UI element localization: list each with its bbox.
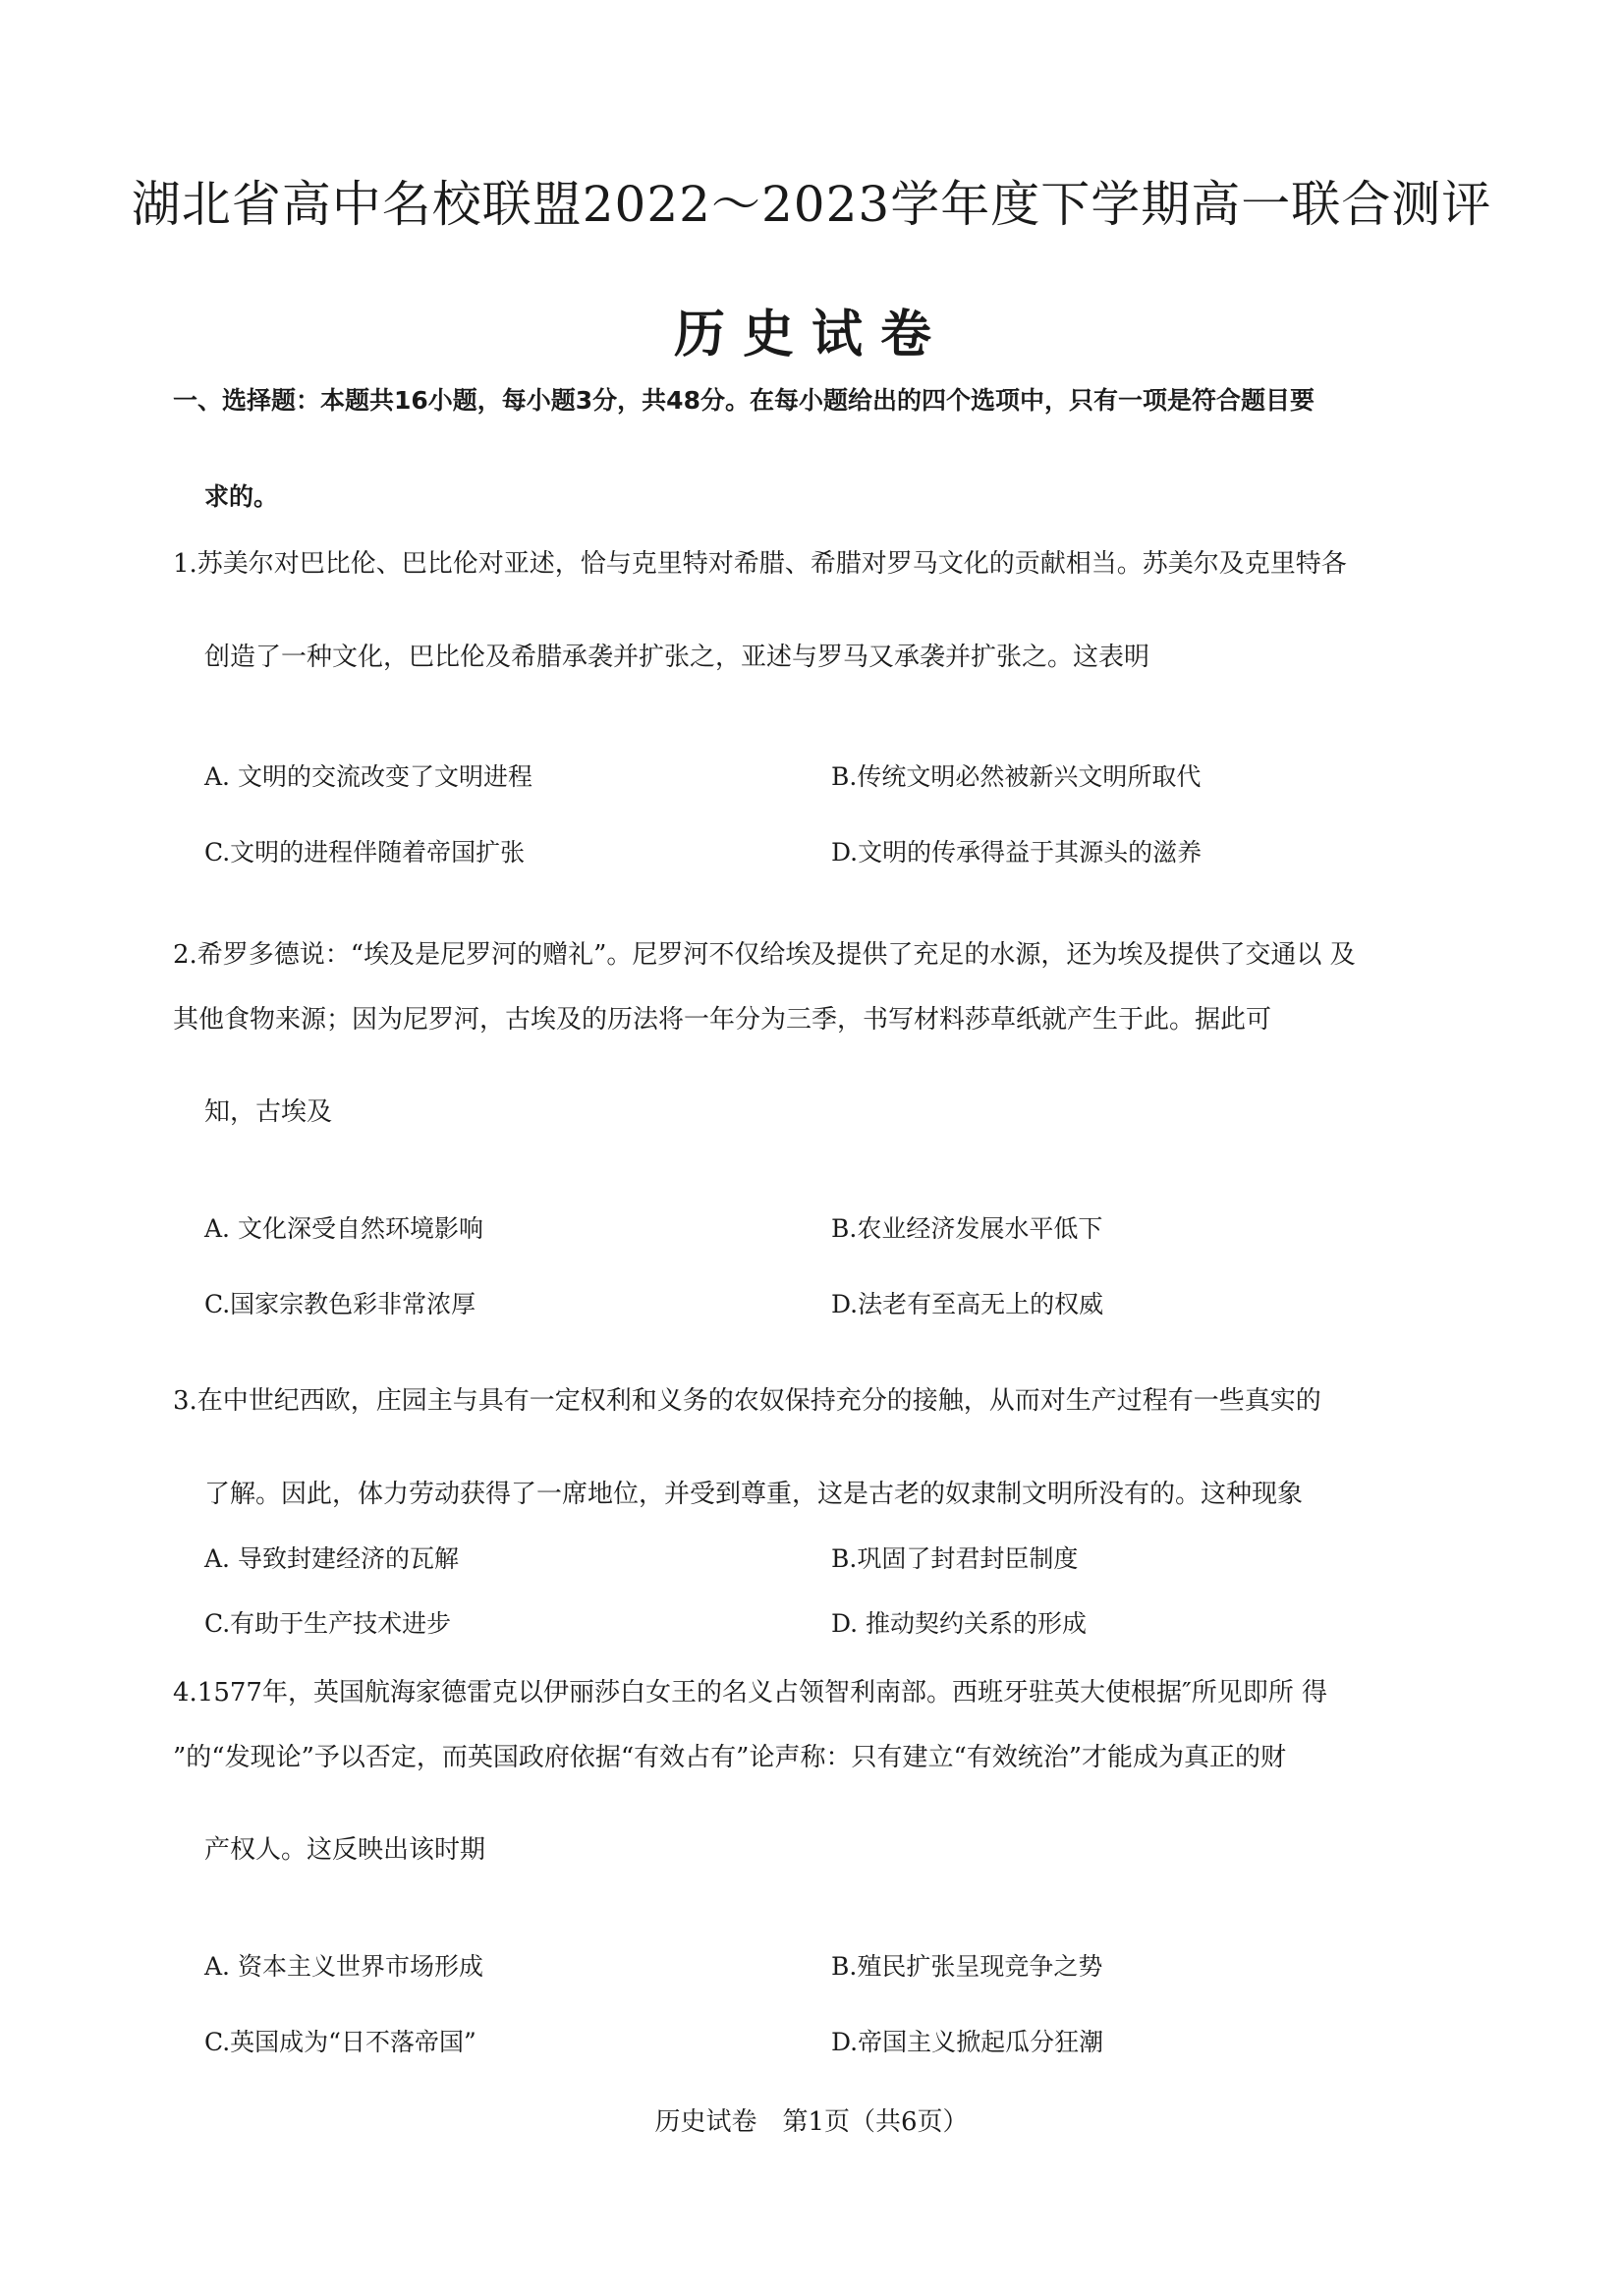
- question-stem-line: 4.1577年，英国航海家德雷克以伊丽莎白女王的名义占领智利南部。西班牙驻英大使根据″所见即所 得: [173, 1678, 1327, 1708]
- exam-title: 湖北省高中名校联盟2022～2023学年度下学期高一联合测评: [131, 176, 1492, 233]
- section-instruction-line1: 一、选择题：本题共16小题，每小题3分，共48分。在每小题给出的四个选项中，只有一项是符合题目要: [173, 386, 1315, 415]
- option-b: B.殖民扩张呈现竞争之势: [831, 1952, 1103, 1981]
- page-footer: 历史试卷 第1页（共6页）: [654, 2107, 969, 2137]
- option-b: B.农业经济发展水平低下: [831, 1214, 1103, 1243]
- question-stem-line: 创造了一种文化，巴比伦及希腊承袭并扩张之，亚述与罗马又承袭并扩张之。这表明: [204, 643, 1150, 672]
- question-stem-line: ”的“发现论”予以否定，而英国政府依据“有效占有”论声称：只有建立“有效统治”才能成为真正的财: [173, 1743, 1287, 1772]
- option-a: A. 文明的交流改变了文明进程: [204, 762, 532, 791]
- option-b: B.传统文明必然被新兴文明所取代: [831, 762, 1202, 791]
- option-c: C.有助于生产技术进步: [204, 1609, 452, 1638]
- option-c: C.国家宗教色彩非常浓厚: [204, 1290, 476, 1318]
- question-stem-line: 了解。因此，体力劳动获得了一席地位，并受到尊重，这是古老的奴隶制文明所没有的。这种现象: [204, 1480, 1304, 1509]
- option-a: A. 导致封建经济的瓦解: [204, 1544, 459, 1573]
- question-stem-line: 产权人。这反映出该时期: [204, 1835, 486, 1865]
- option-a: A. 资本主义世界市场形成: [204, 1952, 483, 1981]
- option-b: B.巩固了封君封臣制度: [831, 1544, 1079, 1573]
- section-instruction-line2: 求的。: [204, 482, 279, 511]
- option-d: D.帝国主义掀起瓜分狂潮: [831, 2028, 1104, 2056]
- option-d: D. 推动契约关系的形成: [831, 1609, 1088, 1638]
- option-a: A. 文化深受自然环境影响: [204, 1214, 483, 1243]
- exam-subtitle: 历史试卷: [673, 306, 949, 364]
- question-stem-line: 其他食物来源；因为尼罗河，古埃及的历法将一年分为三季，书写材料莎草纸就产生于此。据此可: [173, 1005, 1272, 1035]
- question-stem-line: 3.在中世纪西欧，庄园主与具有一定权利和义务的农奴保持充分的接触，从而对生产过程有一些真实的: [173, 1386, 1321, 1416]
- option-c: C.文明的进程伴随着帝国扩张: [204, 838, 526, 867]
- option-c: C.英国成为“日不落帝国”: [204, 2028, 476, 2056]
- question-stem-line: 2.希罗多德说：“埃及是尼罗河的赠礼”。尼罗河不仅给埃及提供了充足的水源，还为埃及提供了交通以 及: [173, 940, 1356, 970]
- option-d: D.文明的传承得益于其源头的滋养: [831, 838, 1203, 867]
- question-stem-line: 1.苏美尔对巴比伦、巴比伦对亚述，恰与克里特对希腊、希腊对罗马文化的贡献相当。苏美尔及克里特各: [173, 549, 1347, 579]
- option-d: D.法老有至高无上的权威: [831, 1290, 1104, 1318]
- question-stem-line: 知，古埃及: [204, 1097, 333, 1127]
